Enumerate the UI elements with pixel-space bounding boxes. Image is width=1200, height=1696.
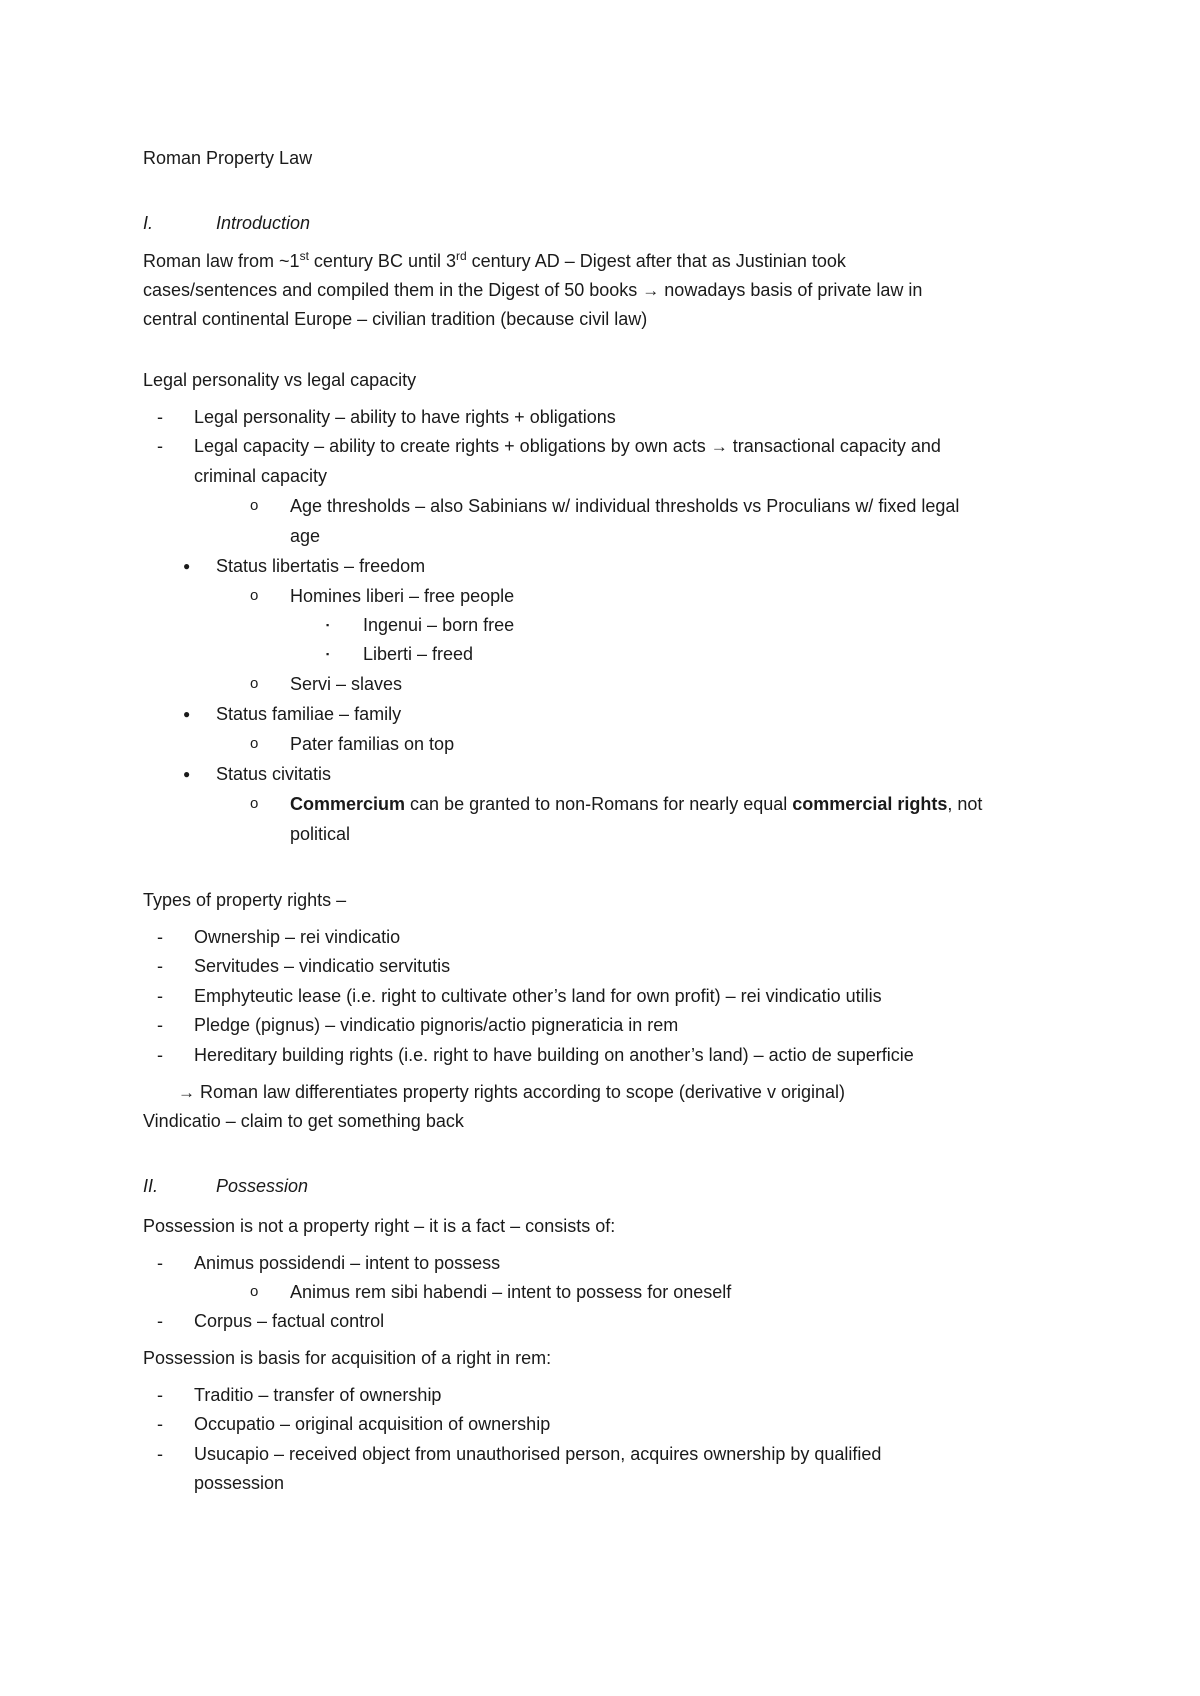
- dash-bullet: -: [157, 436, 163, 456]
- dash-bullet: -: [157, 1253, 163, 1273]
- intro-line: cases/sentences and compiled them in the Digest of 50 books → nowadays basis of private law in: [143, 280, 923, 300]
- list-item: Homines liberi – free people: [290, 586, 515, 606]
- circle-bullet: o: [250, 1283, 259, 1300]
- list-item: Liberti – freed: [363, 644, 474, 664]
- list-item: Animus rem sibi habendi – intent to possess for oneself: [290, 1282, 732, 1302]
- list-item: Commercium can be granted to non-Romans for nearly equal commercial rights, not: [290, 794, 983, 814]
- disc-bullet: ●: [183, 767, 191, 781]
- list-item: Ownership – rei vindicatio: [194, 927, 401, 947]
- disc-bullet: ●: [183, 707, 191, 721]
- list-item: Traditio – transfer of ownership: [194, 1385, 442, 1405]
- dash-bullet: -: [157, 1444, 163, 1464]
- dash-bullet: -: [157, 1414, 163, 1434]
- circle-bullet: o: [250, 587, 259, 604]
- arrow-icon: →: [642, 281, 660, 300]
- section-title: Introduction: [216, 213, 311, 233]
- list-item: Occupatio – original acquisition of ownership: [194, 1414, 551, 1434]
- intro-line: Roman law from ~1st century BC until 3rd century AD – Digest after that as Justinian took: [143, 249, 846, 271]
- list-item: Age thresholds – also Sabinians w/ individual thresholds vs Proculians w/ fixed legal: [290, 496, 960, 516]
- dash-bullet: -: [157, 407, 163, 427]
- list-item: Emphyteutic lease (i.e. right to cultivate other’s land for own profit) – rei vindicatio utilis: [194, 986, 882, 1006]
- list-item: Servi – slaves: [290, 674, 403, 694]
- paragraph: Vindicatio – claim to get something back: [143, 1111, 464, 1131]
- section-title: Possession: [216, 1176, 309, 1196]
- circle-bullet: o: [250, 497, 259, 514]
- paragraph: Possession is basis for acquisition of a right in rem:: [143, 1348, 552, 1368]
- dash-bullet: -: [157, 1045, 163, 1065]
- dash-bullet: -: [157, 1015, 163, 1035]
- dash-bullet: -: [157, 1311, 163, 1331]
- note-line: → Roman law differentiates property rights according to scope (derivative v original): [178, 1082, 845, 1102]
- arrow-icon: →: [178, 1083, 195, 1102]
- arrow-icon: →: [710, 437, 728, 456]
- list-item: Status libertatis – freedom: [216, 556, 426, 576]
- circle-bullet: o: [250, 735, 259, 752]
- circle-bullet: o: [250, 795, 259, 812]
- list-item: Legal personality – ability to have rights + obligations: [194, 407, 616, 427]
- dash-bullet: -: [157, 986, 163, 1006]
- subheading: Legal personality vs legal capacity: [143, 370, 417, 390]
- list-item: Corpus – factual control: [194, 1311, 385, 1331]
- list-item: Pledge (pignus) – vindicatio pignoris/actio pigneraticia in rem: [194, 1015, 679, 1035]
- list-item: Hereditary building rights (i.e. right to have building on another’s land) – actio de superficie: [194, 1045, 914, 1065]
- section-number: II.: [143, 1176, 159, 1196]
- square-bullet: ▪: [326, 649, 330, 659]
- dash-bullet: -: [157, 1385, 163, 1405]
- list-item: Servitudes – vindicatio servitutis: [194, 956, 451, 976]
- intro-line: central continental Europe – civilian tradition (because civil law): [143, 309, 648, 329]
- list-item: Animus possidendi – intent to possess: [194, 1253, 501, 1273]
- list-item: Ingenui – born free: [363, 615, 515, 635]
- list-item-continuation: possession: [194, 1473, 285, 1493]
- dash-bullet: -: [157, 927, 163, 947]
- list-item: Status civitatis: [216, 764, 332, 784]
- list-item: Status familiae – family: [216, 704, 402, 724]
- list-item-continuation: criminal capacity: [194, 466, 328, 486]
- paragraph: Possession is not a property right – it is a fact – consists of:: [143, 1216, 616, 1236]
- list-item: Legal capacity – ability to create rights + obligations by own acts → transactional capacity and: [194, 436, 941, 456]
- list-item-continuation: political: [290, 824, 351, 844]
- list-item: Pater familias on top: [290, 734, 455, 754]
- dash-bullet: -: [157, 956, 163, 976]
- section-number: I.: [143, 213, 154, 233]
- document-title: Roman Property Law: [143, 148, 313, 168]
- list-item-continuation: age: [290, 526, 321, 546]
- disc-bullet: ●: [183, 559, 191, 573]
- subheading: Types of property rights –: [143, 890, 347, 910]
- list-item: Usucapio – received object from unauthorised person, acquires ownership by qualified: [194, 1444, 882, 1464]
- square-bullet: ▪: [326, 620, 330, 630]
- circle-bullet: o: [250, 675, 259, 692]
